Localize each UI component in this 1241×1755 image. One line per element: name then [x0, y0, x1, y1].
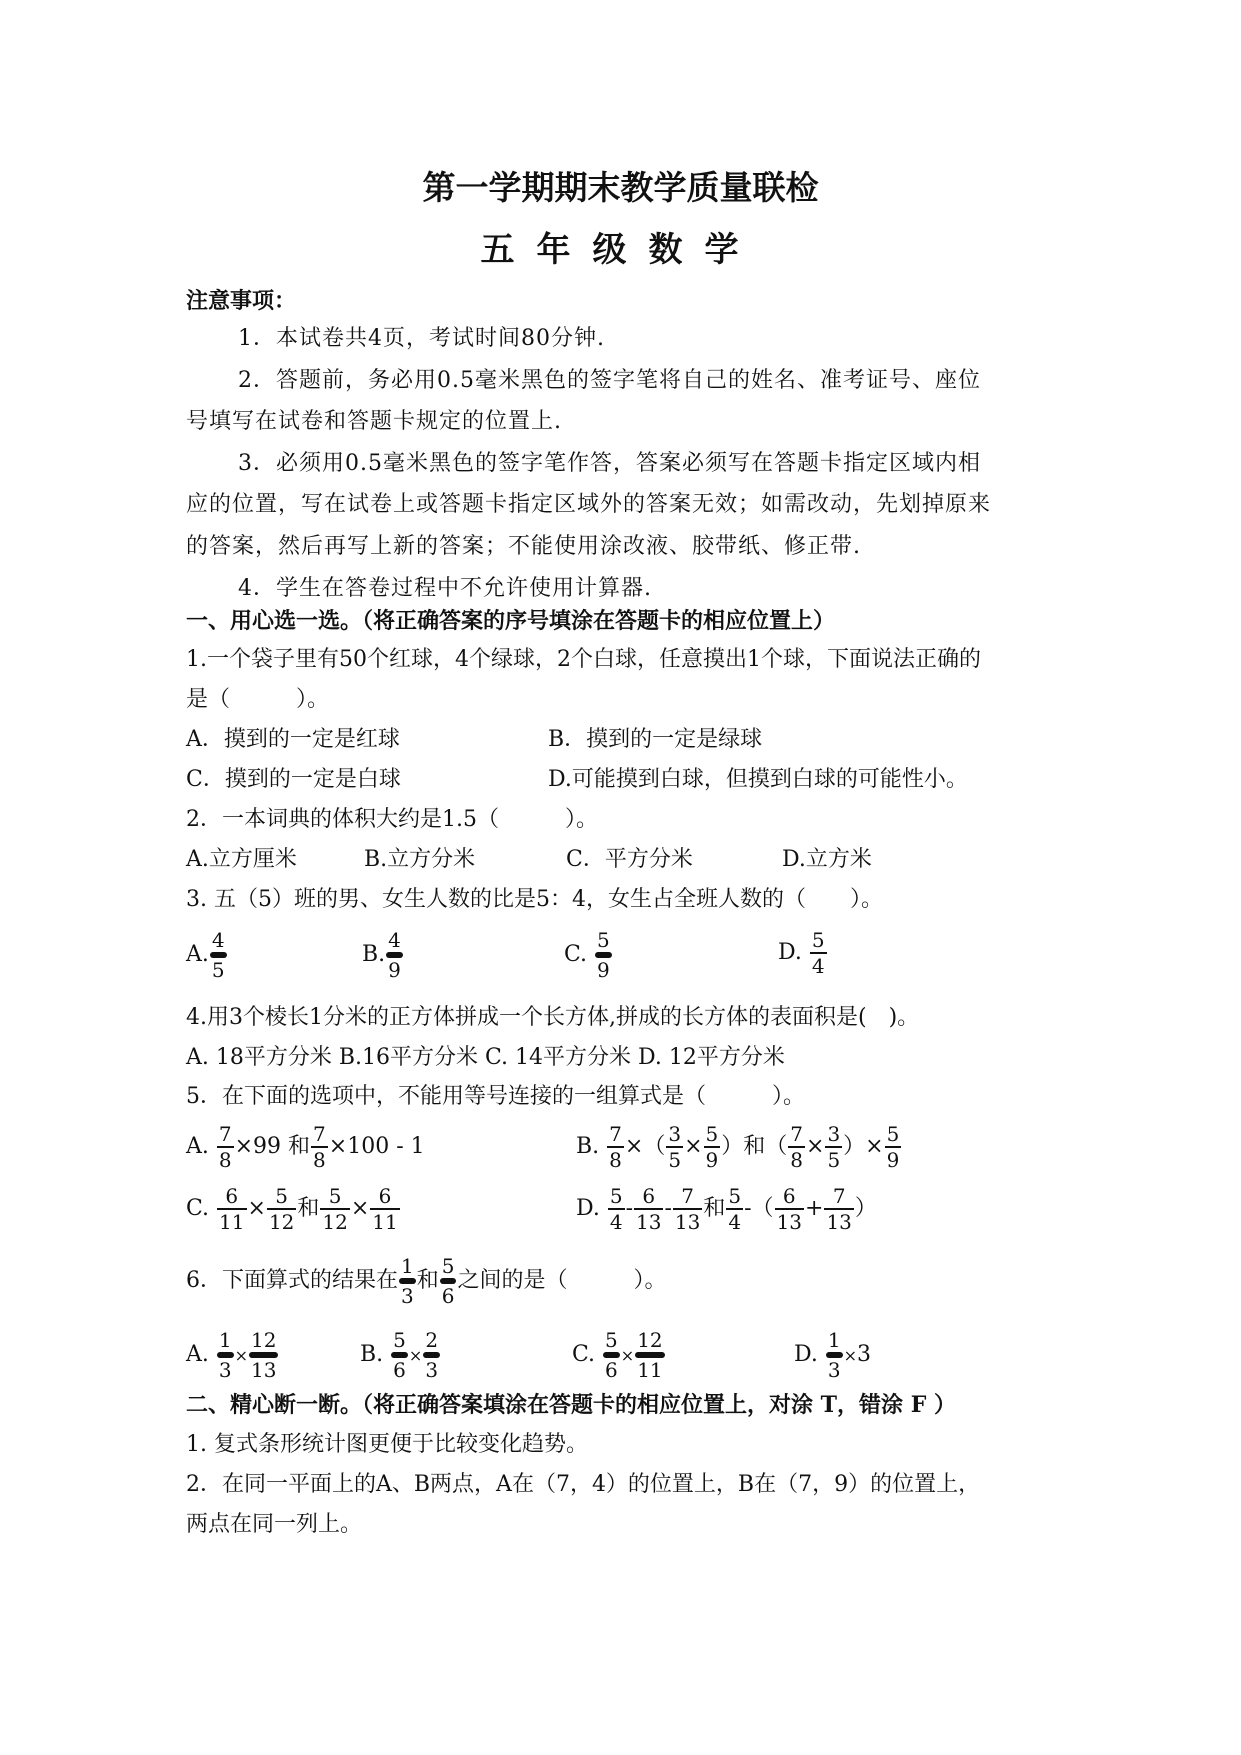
denominator: 12 — [322, 1210, 348, 1234]
s2-q1: 1. 复式条形统计图更便于比较变化趋势。 — [186, 1432, 588, 1457]
denominator: 4 — [811, 954, 825, 978]
fraction — [386, 930, 403, 980]
fraction — [249, 1330, 278, 1380]
fraction — [824, 1186, 853, 1232]
denominator: 3 — [425, 1358, 439, 1382]
fraction — [320, 1186, 349, 1232]
denominator: 6 — [393, 1358, 406, 1382]
option-label: C. — [564, 942, 588, 967]
numerator: 5 — [605, 1328, 618, 1352]
option-label: D. — [778, 940, 802, 965]
fraction — [399, 1256, 416, 1306]
numerator: 7 — [609, 1122, 622, 1146]
numerator: 5 — [886, 1122, 900, 1146]
q3-option-b — [362, 930, 404, 980]
q2-stem: 2．一本词典的体积大约是1.5（ ）。 — [186, 807, 598, 832]
q3-option-a — [186, 930, 228, 980]
denominator: 9 — [388, 958, 401, 982]
q2-option-c: C．平方分米 — [566, 847, 693, 872]
numerator: 7 — [313, 1122, 326, 1146]
fraction — [603, 1330, 620, 1380]
q2-option-b: B.立方分米 — [364, 847, 476, 872]
denominator: 13 — [636, 1210, 662, 1234]
expr-text: ×99 和 — [234, 1134, 311, 1159]
expr-text: ） — [854, 1196, 877, 1221]
option-label: D. — [576, 1196, 600, 1221]
fraction — [210, 930, 227, 980]
numerator: 5 — [609, 1184, 623, 1208]
expr-text: × — [806, 1134, 825, 1159]
denominator: 5 — [668, 1148, 682, 1172]
fraction — [595, 930, 612, 980]
denominator: 9 — [886, 1148, 900, 1172]
q3-option-d — [778, 930, 828, 976]
option-label: B. — [362, 942, 386, 967]
expr-text: ×（ — [624, 1134, 666, 1159]
q3-stem: 3. 五（5）班的男、女生人数的比是5：4，女生占全班人数的（ ）。 — [186, 887, 883, 912]
denominator: 13 — [674, 1210, 701, 1234]
numerator: 5 — [275, 1184, 289, 1208]
numerator: 5 — [597, 928, 610, 952]
denominator: 6 — [605, 1358, 618, 1382]
numerator: 1 — [218, 1328, 232, 1352]
q1-stem: 1.一个袋子里有50个红球，4个绿球，2个白球，任意摸出1个球，下面说法正确的 — [186, 647, 981, 672]
times-sign: × — [234, 1346, 249, 1365]
denominator: 11 — [219, 1210, 245, 1234]
q1-option-b: B．摸到的一定是绿球 — [548, 727, 763, 752]
exam-title: 第一学期期末教学质量联检 — [422, 168, 819, 207]
numerator: 7 — [681, 1184, 695, 1208]
numerator: 12 — [251, 1328, 277, 1352]
denominator: 12 — [268, 1210, 295, 1234]
option-label: C. — [572, 1342, 596, 1367]
fraction — [810, 930, 827, 976]
fraction — [704, 1124, 721, 1170]
numerator: 7 — [832, 1184, 846, 1208]
numerator: 5 — [728, 1184, 742, 1208]
expr-text: -（ — [744, 1196, 774, 1221]
q5-stem: 5．在下面的选项中，不能用等号连接的一组算式是（ ）。 — [186, 1084, 805, 1109]
numerator: 12 — [637, 1328, 663, 1352]
stem-text: 之间的是（ ）。 — [457, 1268, 667, 1293]
option-label: A. — [186, 942, 209, 967]
expr-text: - — [625, 1196, 634, 1221]
denominator: 11 — [637, 1358, 663, 1382]
numerator: 3 — [668, 1122, 682, 1146]
s2-q2: 2．在同一平面上的A、B两点，A在（7，4）的位置上，B在（7，9）的位置上， — [186, 1472, 981, 1497]
q6-stem — [186, 1256, 667, 1306]
note-line: 的答案，然后再写上新的答案；不能使用涂改液、胶带纸、修正带. — [186, 534, 861, 559]
denominator: 4 — [728, 1210, 742, 1234]
fraction — [826, 1330, 843, 1380]
numerator: 1 — [827, 1328, 841, 1352]
notes-heading: 注意事项： — [186, 288, 297, 314]
note-line: 4．学生在答卷过程中不允许使用计算器. — [238, 576, 652, 601]
q1-stem-cont: 是（ ）。 — [186, 687, 330, 712]
fraction — [885, 1124, 902, 1170]
numerator: 5 — [441, 1254, 455, 1278]
denominator: 8 — [313, 1148, 326, 1172]
numerator: 4 — [388, 928, 401, 952]
times-sign: × — [843, 1346, 857, 1365]
option-label: C. — [186, 1196, 210, 1221]
numerator: 2 — [425, 1328, 439, 1352]
denominator: 8 — [790, 1148, 803, 1172]
numerator: 5 — [811, 928, 825, 952]
option-label: A. — [186, 1342, 209, 1367]
fraction — [673, 1186, 702, 1232]
fraction — [217, 1124, 234, 1170]
numerator: 6 — [782, 1184, 796, 1208]
stem-text: 6．下面算式的结果在 — [186, 1268, 398, 1293]
fraction — [608, 1186, 625, 1232]
fraction — [607, 1124, 624, 1170]
expr-text: ）× — [843, 1134, 884, 1159]
denominator: 13 — [826, 1210, 852, 1234]
expr-text: × — [247, 1196, 266, 1221]
numerator: 7 — [790, 1122, 803, 1146]
s2-q2-cont: 两点在同一列上。 — [186, 1512, 363, 1537]
q1-option-d: D.可能摸到白球，但摸到白球的可能性小。 — [548, 767, 968, 792]
numerator: 6 — [378, 1184, 392, 1208]
expr-text: 和 — [703, 1196, 726, 1221]
denominator: 6 — [441, 1284, 455, 1308]
denominator: 3 — [218, 1358, 232, 1382]
numerator: 6 — [642, 1184, 656, 1208]
fraction — [370, 1186, 399, 1232]
note-line: 1．本试卷共4页，考试时间80分钟. — [238, 326, 605, 351]
fraction — [311, 1124, 328, 1170]
q5-option-b — [576, 1124, 902, 1170]
note-line: 2．答题前，务必用0.5毫米黑色的签字笔将自己的姓名、准考证号、座位 — [238, 368, 981, 393]
denominator: 13 — [251, 1358, 277, 1382]
numerator: 5 — [328, 1184, 342, 1208]
fraction — [440, 1256, 457, 1306]
denominator: 9 — [705, 1148, 719, 1172]
q4-options: A. 18平方分米 B.16平方分米 C. 14平方分米 D. 12平方分米 — [186, 1045, 785, 1070]
denominator: 5 — [211, 958, 225, 982]
denominator: 3 — [401, 1284, 414, 1308]
denominator: 3 — [827, 1358, 841, 1382]
denominator: 11 — [372, 1210, 398, 1234]
numerator: 7 — [218, 1122, 232, 1146]
numerator: 4 — [211, 928, 225, 952]
q3-option-c — [564, 930, 613, 980]
fraction — [217, 1330, 234, 1380]
q1-option-a: A．摸到的一定是红球 — [186, 727, 400, 752]
fraction — [825, 1124, 842, 1170]
stem-text: 和 — [416, 1268, 439, 1293]
q5-option-c — [186, 1186, 401, 1232]
denominator: 4 — [609, 1210, 623, 1234]
note-line: 号填写在试卷和答题卡规定的位置上. — [186, 409, 562, 434]
denominator: 8 — [218, 1148, 232, 1172]
numerator: 6 — [225, 1184, 239, 1208]
numerator: 1 — [401, 1254, 414, 1278]
expr-text: + — [805, 1196, 824, 1221]
denominator: 13 — [776, 1210, 803, 1234]
fraction — [634, 1186, 663, 1232]
q2-option-d: D.立方米 — [782, 847, 872, 872]
q5-option-a — [186, 1124, 425, 1170]
fraction — [788, 1124, 805, 1170]
section1-heading: 一、用心选一选。（将正确答案的序号填涂在答题卡的相应位置上） — [186, 608, 836, 634]
section2-heading: 二、精心断一断。（将正确答案填涂在答题卡的相应位置上，对涂 T，错涂 F ） — [186, 1392, 956, 1418]
expr-text: 和 — [297, 1196, 320, 1221]
q6-option-c — [572, 1330, 666, 1380]
fraction — [775, 1186, 804, 1232]
fraction — [635, 1330, 664, 1380]
expr-text: ×100 - 1 — [328, 1134, 425, 1159]
times-sign: × — [408, 1346, 423, 1365]
q1-option-c: C．摸到的一定是白球 — [186, 767, 401, 792]
note-line: 3．必须用0.5毫米黑色的签字笔作答，答案必须写在答题卡指定区域内相 — [238, 451, 981, 476]
fraction — [217, 1186, 246, 1232]
expr-text: ）和（ — [721, 1134, 788, 1159]
denominator: 9 — [597, 958, 610, 982]
q6-option-a — [186, 1330, 279, 1380]
fraction — [423, 1330, 440, 1380]
fraction — [666, 1124, 683, 1170]
option-label: B. — [576, 1134, 600, 1159]
option-label: A. — [186, 1134, 209, 1159]
q4-stem: 4.用3个棱长1分米的正方体拼成一个长方体,拼成的长方体的表面积是( )。 — [186, 1005, 920, 1030]
numerator: 3 — [827, 1122, 841, 1146]
q2-option-a: A.立方厘米 — [186, 847, 297, 872]
fraction — [726, 1186, 743, 1232]
fraction — [391, 1330, 408, 1380]
option-label: B. — [360, 1342, 384, 1367]
q6-option-d — [794, 1330, 871, 1380]
exam-subtitle: 五年级数学 — [480, 230, 761, 270]
numerator: 5 — [393, 1328, 406, 1352]
q5-option-d — [576, 1186, 877, 1232]
denominator: 8 — [609, 1148, 622, 1172]
note-line: 应的位置，写在试卷上或答题卡指定区域外的答案无效；如需改动，先划掉原来 — [186, 492, 992, 517]
option-label: D. — [794, 1342, 818, 1367]
expr-text: - — [664, 1196, 672, 1221]
factor: 3 — [857, 1342, 871, 1367]
q6-option-b — [360, 1330, 441, 1380]
expr-text: × — [684, 1134, 703, 1159]
numerator: 5 — [705, 1122, 719, 1146]
fraction — [267, 1186, 296, 1232]
expr-text: × — [350, 1196, 370, 1221]
denominator: 5 — [827, 1148, 841, 1172]
times-sign: × — [620, 1346, 635, 1365]
